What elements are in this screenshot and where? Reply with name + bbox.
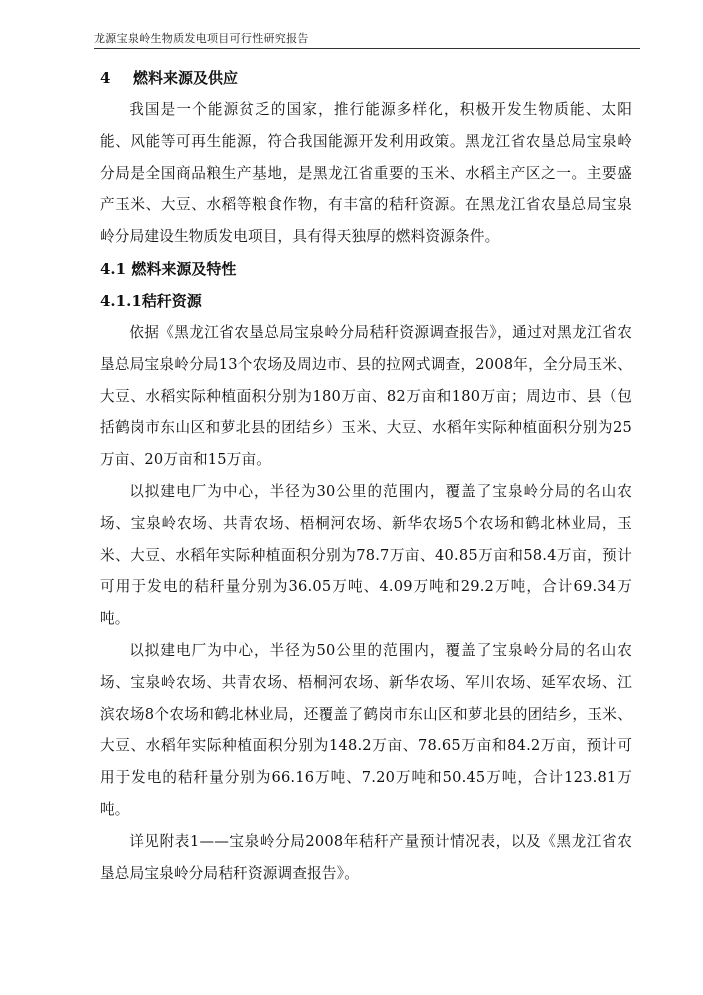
paragraph-intro: 我国是一个能源贫乏的国家，推行能源多样化，积极开发生物质能、太阳能、风能等可再生能源，符合我国能源开发利用政策。黑龙江省农垦总局宝泉岭分局是全国商品粮生产基地，是黑龙江省重要的玉米、水稻主产区之一。主要盛产玉米、大豆、水稻等粮食作物，有丰富的秸秆资源。在黑龙江省农垦总局宝泉岭分局建设生物质发电项目，具有得天独厚的燃料资源条件。: [100, 101, 632, 246]
document-body: [100, 62, 632, 889]
section-4-heading: [100, 62, 632, 94]
section-4-number: 4: [100, 69, 111, 87]
paragraph-appendix-ref: 详见附表1——宝泉岭分局2008年秸秆产量预计情况表，以及《黑龙江省农垦总局宝泉岭分局秸秆资源调查报告》。: [100, 832, 632, 882]
section-4-1-1-heading: 4.1.1秸秆资源: [100, 291, 202, 310]
section-4-title: 燃料来源及供应: [133, 69, 239, 87]
paragraph-radius-30km: 以拟建电厂为中心，半径为30公里的范围内，覆盖了宝泉岭分局的名山农场、宝泉岭农场、共青农场、梧桐河农场、新华农场5个农场和鹤北林业局，玉米、大豆、水稻年实际种植面积分别为78.7万亩、40.85万亩和58.4万亩，预计可用于发电的秸秆量分别为36.05万吨、4.09万吨和29.2万吨，合计69.34万吨。: [100, 482, 632, 628]
paragraph-radius-50km: 以拟建电厂为中心，半径为50公里的范围内，覆盖了宝泉岭分局的名山农场、宝泉岭农场、共青农场、梧桐河农场、新华农场、军川农场、延军农场、江滨农场8个农场和鹤北林业局，还覆盖了鹤岗市东山区和萝北县的团结乡，玉米、大豆、水稻年实际种植面积分别为148.2万亩、78.65万亩和84.2万亩，预计可用于发电的秸秆量分别为66.16万吨、7.20万吨和50.45万吨，合计123.81万吨。: [100, 641, 632, 818]
paragraph-survey: 依据《黑龙江省农垦总局宝泉岭分局秸秆资源调查报告》，通过对黑龙江省农垦总局宝泉岭分局13个农场及周边市、县的拉网式调查，2008年，全分局玉米、大豆、水稻实际种植面积分别为180万亩、82万亩和180万亩；周边市、县（包括鹤岗市东山区和萝北县的团结乡）玉米、大豆、水稻年实际种植面积分别为25万亩、20万亩和15万亩。: [100, 323, 632, 469]
document-header: 龙源宝泉岭生物质发电项目可行性研究报告: [94, 32, 309, 45]
section-4-1-heading: 4.1 燃料来源及特性: [100, 259, 237, 278]
header-rule: [94, 48, 640, 49]
